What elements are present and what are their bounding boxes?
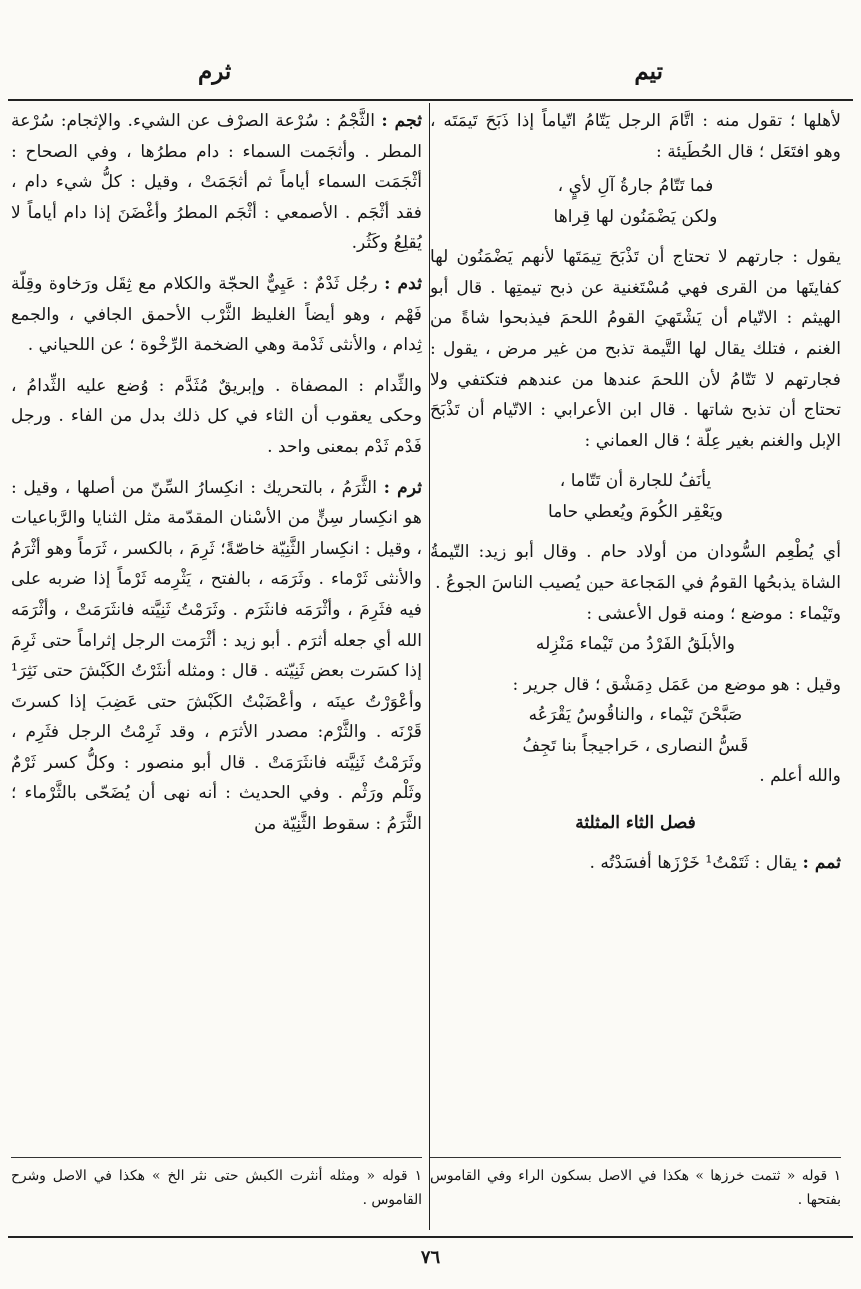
verse <box>430 629 841 660</box>
headword: ثمم : <box>802 853 841 874</box>
footer-rule <box>8 1236 853 1238</box>
entry-thmm <box>430 848 841 879</box>
footnote-right <box>430 1157 841 1212</box>
paragraph: لأهلها ؛ تقول منه : اتَّامَ الرجل يَتّامُ اتّياماً إذا ذَبَحَ تَيمَتَه ، وهو افتَعَل ؛ قال الحُطَيئة : <box>430 111 841 162</box>
running-head-right: تيم <box>634 58 663 85</box>
entry-thdm <box>11 269 422 361</box>
verse <box>430 466 841 527</box>
footnote-rule <box>430 1157 841 1158</box>
verse <box>430 171 841 232</box>
section-title: فصل الثاء المثلثة <box>575 812 696 833</box>
left-column <box>11 106 422 840</box>
headword: ثجم : <box>381 111 422 131</box>
entry-text: الثَّجْمُ : سُرْعة الصرْف عن الشيء. والإثجام: سُرْعة المطر . وأثجَمت السماء : دام مطرُها ، وفي الصحاح : أثْجَمَت السماء أياماً ثم أثجَمَتْ ، وقيل : كلُّ شيء دام ، فقد أثْجَم . الأصمعي : أثْجَم المطرُ وأغْضَنَ إذا دام أياماً لا يُقلِعُ وكَثُر. <box>11 111 422 254</box>
paragraph: والثِّدام : المصفاة . وإبريقٌ مُثَدَّم : وُضع عليه الثِّدامُ ، وحكى يعقوب أن الثاء في كل ذلك بدل من الفاء . ورجل فَدْم ثَدْم بمعنى واحد . <box>11 375 422 457</box>
headword: ثدم : <box>384 273 422 294</box>
header-rule <box>8 99 853 101</box>
entry-text: يقال : ثَتَمْتُ¹ خَرْزَها أفسَدْتُه . <box>589 853 798 874</box>
headword: ثرم : <box>383 477 422 498</box>
paragraph: يقول : جارتهم لا تحتاج أن تَذْبَحَ تِيمَتَها لأنهم يَضْمَنُون لها كفايتَها من القرى فهي مُسْتَغنية عن ذبح تيمتِها . قال أبو الهيثم : الاتّيام أن يَشْتَهيَ القومُ اللحمَ فيذبحوا شاةً من الغنم ، فتلك يقال لها التَّيمة تذبح من غير مرض ، يقول : فجارتهم لا تَتّامُ لأن اللحمَ عندها من عندهم فتكتفي ولا تحتاج أن تذبح شاتها . قال ابن الأعرابي : الاتّيام أن تَذْبَحَ الإبل والغنم بغير عِلّة ؛ قال العماني : <box>430 247 841 451</box>
entry-text: الثَّرَمُ ، بالتحريك : انكِسارُ السِّنّ من أصلها ، وقيل : هو انكِسار سِنٍّ من الأسْنان المقدّمة مثل الثنايا والرَّباعيات ، وقيل : انكِسار الثَّنِيّة خاصّةً؛ ثَرِمَ ، بالكسر ، ثَرَماً وهو أثْرَمُ والأنثى ثَرْماء . وثَرَمَه ، بالفتح ، يَثْرِمه ثَرْماً إذا ضربه على فيه فثَرِمَ ، وأثْرَمَه فانثَرَم . وثَرَمْتُ ثَنِيَّته فانثَرَمَتْ ، وأثْرَمَه الله أي جعله أثرَم . أبو زيد : أثْرَمت الرجل إثراماً حتى ثَرِمَ إذا كسَرت بعض ثَنِيّته . قال : ومثله أنثَرْتُ الكَبْشَ حتى نَثِرَ¹ وأعْوَرْتُ عينَه ، وأعْضَبْتُ الكَبْشَ حتى عَضِبَ إذا كسرتَ قَرْنَه . والثَّرْم: مصدر الأثرَم ، وقد ثَرِمْتُ الرجل فثَرِم ، وثَرَمْتُ ثَنِيَّته فانثَرَمَتْ . قال أبو منصور : وكلُّ كسر ثَرْمٌ وثَلْم ورَثْم . وفي الحديث : أنه نهى أن يُضَحّى بالثَّرْماء ؛ الثَّرَمُ : سقوط الثَّنِيّة من <box>11 477 422 835</box>
footnote-text: ١ قوله « ومثله أنثرت الكبش حتى نثر الخ » هكذا في الاصل وشرح القاموس . <box>11 1168 422 1208</box>
verse-line: يأنَفُ للجارة أن تَتّاما ، <box>559 471 712 492</box>
entry-text: رجُل ثَدْمٌ : عَيِيٌّ الحجّة والكلام مع ثِقَل ورَخاوة وقِلّة فَهْم ، وهو أيضاً الغليظ الثَّرْب الأحمق الجافي ، والجمع ثِدام ، والأنثى ثَدْمة وهي الضخمة الرِّخْوة ؛ عن اللحياني . <box>11 273 422 356</box>
paragraph: وقيل : هو موضع من عَمَل دِمَشْق ؛ قال جرير : <box>512 674 841 695</box>
verse-line: ولكن يَضْمَنُون لها قِراها <box>553 206 718 227</box>
page-number: ٧٦ <box>420 1247 441 1268</box>
verse-line: فما تَتّامُ جارةُ آلِ لأيٍ ، <box>557 176 714 197</box>
verse-line: والأبلَقُ الفَرْدُ من تَيْماء مَنْزِله <box>535 634 736 655</box>
footnote-text: ١ قوله « ثتمت خرزها » هكذا في الاصل بسكون الراء وفي القاموس بفتحها . <box>430 1168 841 1208</box>
entry-thjm <box>11 106 422 259</box>
verse-line: ويَعْقِر الكُومَ ويُعطي حاما <box>547 501 724 522</box>
running-head-left: ثرم <box>198 58 232 85</box>
verse-line: قَسُّ النصارى ، حَراجيجاً بنا تَجِفُ <box>522 735 749 756</box>
paragraph: وتَيْماء : موضع ؛ ومنه قول الأعشى : <box>586 603 841 624</box>
footnote-rule <box>11 1157 422 1158</box>
paragraph: والله أعلم . <box>759 766 841 787</box>
paragraph: أي يُطْعِم السُّودان من أولاد حام . وقال أبو زيد: التّيمةُ الشاة يذبحُها القومُ في المَجاعة حين يُصيب الناسَ الجوعُ . <box>430 542 841 593</box>
footnote-left <box>11 1157 422 1212</box>
right-column <box>430 106 841 879</box>
verse <box>430 700 841 761</box>
entry-thrm <box>11 473 422 840</box>
verse-line: صَبَّحْنَ تَيْماء ، والناقُوسُ يَقْرَعُه <box>528 705 743 726</box>
